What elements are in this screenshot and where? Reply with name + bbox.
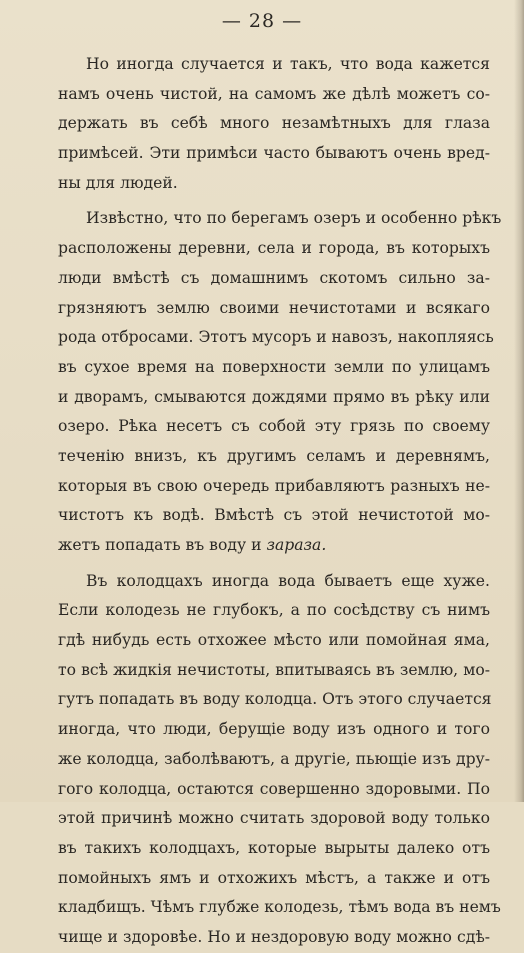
page-body xyxy=(58,50,502,953)
text-line: этой причинѣ можно считать здоровой воду только xyxy=(58,809,490,828)
paragraph-1 xyxy=(58,50,490,198)
text-line: Извѣстно, что по берегамъ озеръ и особенно рѣкъ xyxy=(86,209,502,228)
text-line: гдѣ нибудь есть отхожее мѣсто или помойная яма, xyxy=(58,631,490,650)
text-line: иногда, что люди, берущіе воду изъ одного и того xyxy=(58,720,490,739)
text-line: грязняютъ землю своими нечистотами и всякаго xyxy=(58,298,490,317)
text-line-with-italic xyxy=(58,531,490,561)
text-line: чище и здоровѣе. Но и нездоровую воду можно сдѣ- xyxy=(58,927,490,946)
text-line: люди вмѣстѣ съ домашнимъ скотомъ сильно за- xyxy=(58,268,490,287)
text-line: теченію внизъ, къ другимъ селамъ и деревнямъ, xyxy=(58,446,490,465)
text-line: Въ колодцахъ иногда вода бываетъ еще хуже. xyxy=(86,571,490,590)
text-line: то всѣ жидкія нечистоты, впитываясь въ землю, мо- xyxy=(58,660,490,679)
text-line: и дворамъ, смываются дождями прямо въ рѣку или xyxy=(58,387,490,406)
text-line: расположены деревни, села и города, въ которыхъ xyxy=(58,239,490,258)
paragraph-3 xyxy=(58,567,501,953)
text-line: ны для людей. xyxy=(58,173,178,192)
text-span: жетъ попадать въ воду и xyxy=(58,536,262,554)
page-edge-shadow xyxy=(514,0,524,802)
text-line: въ такихъ колодцахъ, которые вырыты далеко отъ xyxy=(58,838,490,857)
text-line: въ сухое время на поверхности земли по улицамъ xyxy=(58,357,490,376)
text-line: чистотъ къ водѣ. Вмѣстѣ съ этой нечистотой мо- xyxy=(58,506,490,525)
paragraph-2 xyxy=(58,204,502,560)
page-number: — 28 — xyxy=(221,10,303,32)
italic-word: зараза. xyxy=(266,536,327,554)
text-line: же колодца, заболѣваютъ, а другіе, пьющіе изъ дру- xyxy=(58,749,490,768)
text-line: рода отбросами. Этотъ мусоръ и навозъ, накопляясь xyxy=(58,328,494,347)
text-line: озеро. Рѣка несетъ съ собой эту грязь по своему xyxy=(58,417,490,436)
text-line: помойныхъ ямъ и отхожихъ мѣстъ, а также и отъ xyxy=(58,868,490,887)
text-line: держать въ себѣ много незамѣтныхъ для глаза xyxy=(58,114,490,133)
text-line: Но иногда случается и такъ, что вода кажется xyxy=(86,55,490,73)
text-line: которыя въ свою очередь прибавляютъ разныхъ не- xyxy=(58,476,490,495)
text-line: Если колодезь не глубокъ, а по сосѣдству съ нимъ xyxy=(58,601,490,620)
text-line: гого колодца, остаются совершенно здоровыми. По xyxy=(58,779,490,798)
text-line: гутъ попадать въ воду колодца. Отъ этого случается xyxy=(58,690,492,709)
text-line: примѣсей. Эти примѣси часто бываютъ очень вред- xyxy=(58,144,490,163)
text-line: намъ очень чистой, на самомъ же дѣлѣ можетъ со- xyxy=(58,84,490,103)
text-line: кладбищъ. Чѣмъ глубже колодезь, тѣмъ вода въ немъ xyxy=(58,898,501,917)
